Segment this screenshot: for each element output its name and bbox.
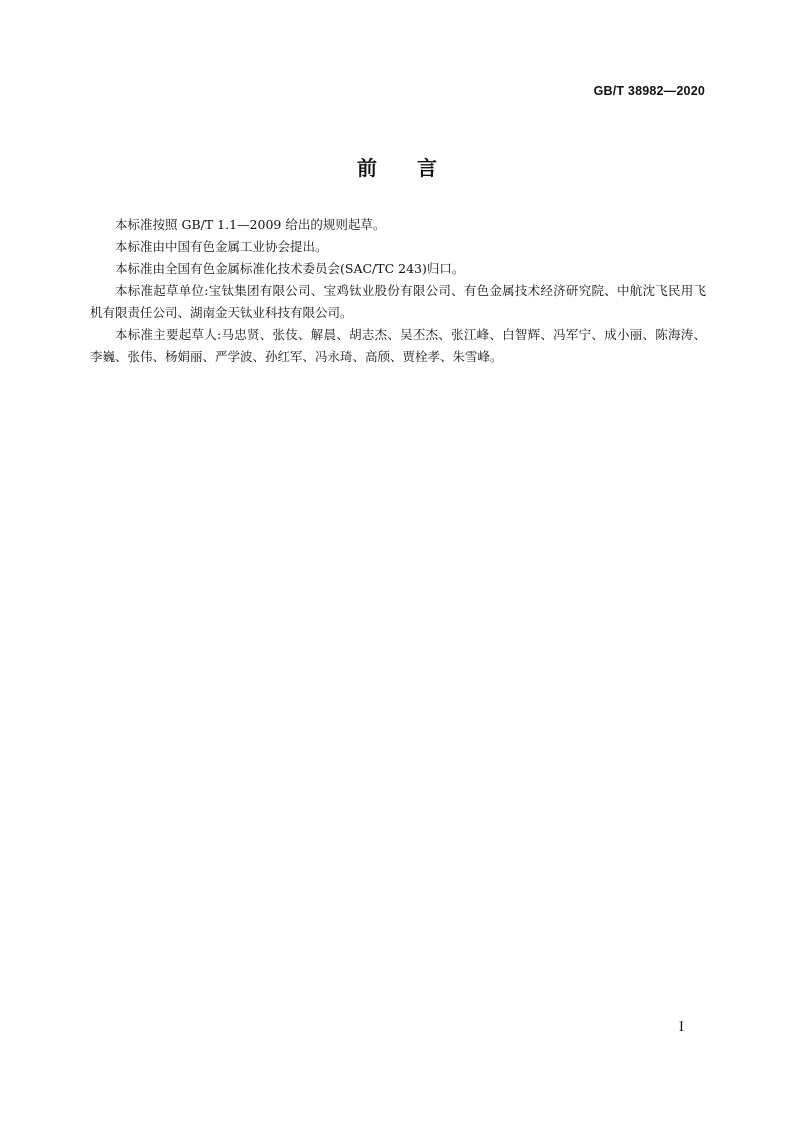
page-number: I [678, 1020, 684, 1035]
page-title: 前言 [357, 156, 477, 180]
paragraph-drafters: 本标准主要起草人:马忠贤、张伎、解晨、胡志杰、吴丕杰、张江峰、白智辉、冯军宁、成小丽、陈海涛、李巍、张伟、杨娟丽、严学波、孙红军、冯永琦、高颀、贾栓孝、朱雪峰。 [90, 327, 706, 364]
paragraph-drafting-rules: 本标准按照 GB/T 1.1—2009 给出的规则起草。 [115, 217, 386, 232]
paragraph-committee: 本标准由全国有色金属标准化技术委员会(SAC/TC 243)归口。 [115, 261, 465, 276]
paragraph-drafting-units: 本标准起草单位:宝钛集团有限公司、宝鸡钛业股份有限公司、有色金属技术经济研究院、中航沈飞民用飞机有限责任公司、湖南金天钛业科技有限公司。 [90, 283, 706, 320]
paragraph-proposer: 本标准由中国有色金属工业协会提出。 [115, 239, 328, 254]
foreword-body [90, 214, 706, 368]
standard-code: GB/T 38982—2020 [593, 84, 705, 98]
